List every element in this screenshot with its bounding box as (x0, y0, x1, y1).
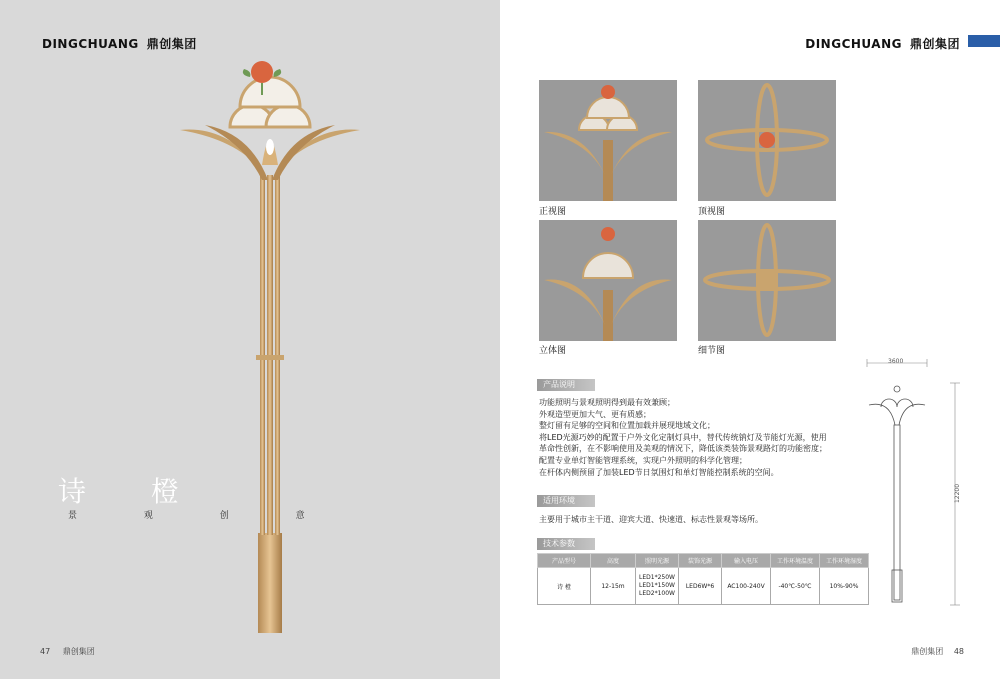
cell-height: 12-15m (591, 568, 636, 605)
cell-deco: LED6W*6 (679, 568, 722, 605)
brand-cn: 鼎创集团 (146, 37, 197, 51)
description-line: 外观造型更加大气、更有质感； (539, 409, 651, 419)
section-header-description: 产品说明 (537, 379, 595, 391)
description-line: 整灯留有足够的空间和位置加载并展现地域文化； (539, 421, 715, 431)
caption-front-view: 正视图 (539, 207, 567, 217)
header-cell: 工作环境温度 (771, 554, 820, 568)
section-header-spec: 技术参数 (537, 538, 595, 550)
page-number: 47 (40, 647, 51, 656)
description-line: 将LED光源巧妙的配置于户外文化定制灯具中，替代传统钠灯及节能灯光源，使用 (539, 432, 827, 442)
blue-accent-bar (968, 35, 1000, 47)
spec-table (537, 553, 869, 605)
header-cell: 工作环境湿度 (820, 554, 869, 568)
description-line: 配置专业单灯智能管理系统，实现户外照明的科学化管理； (539, 455, 747, 465)
section-header-environment: 适用环境 (537, 495, 595, 507)
environment-text: 主要用于城市主干道、迎宾大道、快速道、标志性景观等场所。 (539, 515, 763, 524)
page-number-left (40, 646, 95, 657)
header-cell: 高度 (591, 554, 636, 568)
product-title: 诗 橙 (58, 475, 207, 508)
light-item: LED2*100W (639, 590, 675, 597)
brand-en: DINGCHUANG (42, 37, 139, 51)
cell-model: 诗 橙 (538, 568, 591, 605)
page-label: 鼎创集团 (62, 647, 95, 656)
description-line: 革命性创新，在不影响使用及美观的情况下，降低该类装饰景观路灯的功能密度； (539, 444, 827, 454)
page-number: 48 (953, 647, 964, 656)
brand-cn: 鼎创集团 (909, 37, 960, 51)
dim-width: 3600 (888, 358, 904, 365)
page-number-right (911, 646, 964, 657)
light-item: LED1*150W (639, 582, 675, 589)
description-line: 功能照明与景观照明得到最有效兼顾； (539, 398, 675, 407)
description-line: 在杆体内侧预留了加装LED节日氛围灯和单灯智能控制系统的空间。 (539, 467, 779, 477)
light-item: LED1*250W (639, 574, 675, 581)
perspective-view-image (539, 220, 677, 341)
header-cell: 产品型号 (538, 554, 591, 568)
cell-light (636, 568, 679, 605)
header-cell: 输入电压 (722, 554, 771, 568)
product-subtitle: 景 观 创 意 (68, 511, 337, 521)
cell-temp: -40℃-50℃ (771, 568, 820, 605)
dim-height: 12200 (954, 483, 962, 504)
lamp-illustration (170, 55, 370, 635)
caption-detail-view: 细节图 (698, 346, 726, 356)
table-row (538, 568, 869, 605)
detail-view-image (698, 220, 836, 341)
description-text (539, 397, 859, 478)
table-header-row (538, 554, 869, 568)
caption-perspective-view: 立体图 (539, 346, 567, 356)
header-cell: 照明光源 (636, 554, 679, 568)
page-label: 鼎创集团 (911, 647, 944, 656)
brand-header-left (42, 35, 197, 52)
cell-humidity: 10%-90% (820, 568, 869, 605)
cell-voltage: AC100-240V (722, 568, 771, 605)
brand-en: DINGCHUANG (805, 37, 902, 51)
brand-header-right (805, 35, 960, 52)
front-view-image (539, 80, 677, 201)
header-cell: 装饰光源 (679, 554, 722, 568)
caption-top-view: 顶视图 (698, 207, 726, 217)
top-view-image (698, 80, 836, 201)
